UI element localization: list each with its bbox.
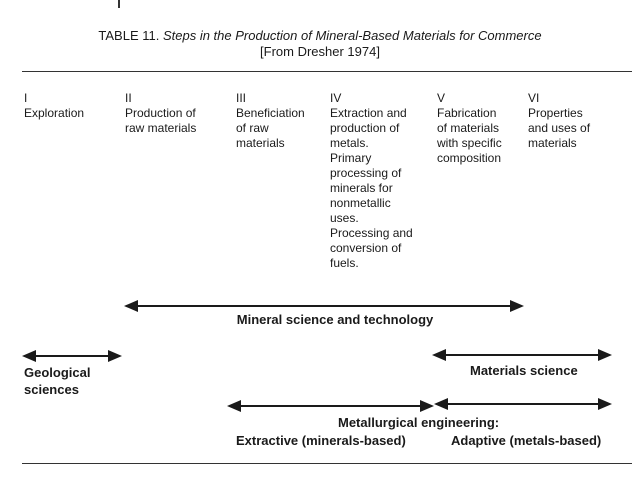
arrowhead-left-icon xyxy=(432,349,446,361)
arrowhead-left-icon xyxy=(22,350,36,362)
step-description: Beneficiation of raw materials xyxy=(236,106,305,150)
step-number: IV xyxy=(330,91,342,105)
materials-science-label: Materials science xyxy=(470,363,578,378)
table-number: TABLE 11. xyxy=(98,28,160,43)
arrowhead-right-icon xyxy=(108,350,122,362)
geological-label-line2: sciences xyxy=(24,382,79,397)
adaptive-label: Adaptive (metals-based) xyxy=(451,433,602,448)
arrowhead-right-icon xyxy=(598,398,612,410)
arrowhead-right-icon xyxy=(598,349,612,361)
step-number: VI xyxy=(528,91,540,105)
step-number: V xyxy=(437,91,446,105)
geological-label-line1: Geological xyxy=(24,365,91,380)
step-number: I xyxy=(24,91,28,105)
arrowhead-left-icon xyxy=(227,400,241,412)
extractive-label: Extractive (minerals-based) xyxy=(236,433,406,448)
step-description: Extraction and production of metals. Primary processing of minerals for nonmetallic uses. Processing and conversion of fuels. xyxy=(330,106,413,270)
table-source: [From Dresher 1974] xyxy=(260,44,380,59)
bottom-rule xyxy=(22,463,632,464)
step-description: Exploration xyxy=(24,106,85,120)
step-number: II xyxy=(125,91,132,105)
step-number: III xyxy=(236,91,247,105)
step-description: Properties and uses of materials xyxy=(528,106,591,150)
table-caption: Steps in the Production of Mineral-Based Materials for Commerce xyxy=(162,28,542,43)
metallurgical-label: Metallurgical engineering: xyxy=(338,415,500,430)
mineral-science-label: Mineral science and technology xyxy=(236,312,434,327)
step-description: Fabrication of materials with specific composition xyxy=(437,106,502,165)
arrowhead-left-icon xyxy=(434,398,448,410)
step-description: Production of raw materials xyxy=(125,106,197,135)
arrowhead-right-icon xyxy=(420,400,434,412)
